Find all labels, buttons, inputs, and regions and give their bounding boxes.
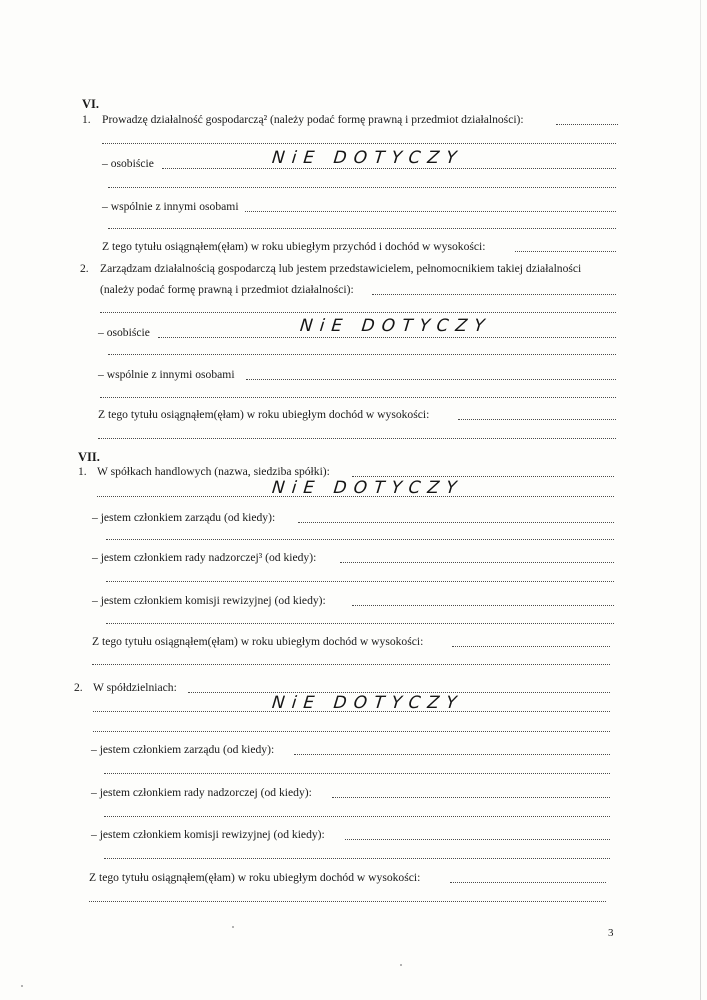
- sec7-item1-audit-line-2[interactable]: [106, 623, 614, 624]
- section-vii-heading: VII.: [78, 450, 100, 464]
- sec6-item2-answer-line-2[interactable]: [100, 312, 616, 313]
- sec6-item1-answer-field[interactable]: [556, 124, 618, 125]
- sec6-item2-joint-line-2[interactable]: [100, 397, 616, 398]
- sec6-item1-joint-line-2[interactable]: [108, 228, 616, 229]
- sec6-item1-joint-label: – wspólnie z innymi osobami: [102, 200, 239, 213]
- sec6-item1-income-label: Z tego tytułu osiągnąłem(ęłam) w roku ubiegłym przychód i dochód w wysokości:: [102, 240, 486, 253]
- sec6-item2-answer-field[interactable]: [372, 294, 616, 295]
- sec7-item1-board-label: – jestem członkiem zarządu (od kiedy):: [92, 511, 276, 524]
- sec6-item2-number: 2.: [80, 262, 89, 275]
- page-edge-shadow: [700, 0, 701, 1000]
- sec7-item2-income-field[interactable]: [450, 882, 606, 883]
- sec7-item1-supervisory-label: – jestem członkiem rady nadzorczej³ (od kiedy):: [92, 551, 317, 564]
- sec7-item1-company-field[interactable]: [352, 476, 614, 477]
- sec7-item2-audit-line-2[interactable]: [104, 858, 610, 859]
- sec7-item2-income-label: Z tego tytułu osiągnąłem(ęłam) w roku ubiegłym dochód w wysokości:: [89, 871, 421, 884]
- handwritten-not-applicable-2: NiE DOTYCZY: [298, 316, 493, 336]
- section-vi-heading: VI.: [82, 97, 100, 111]
- sec6-item1-income-field[interactable]: [515, 251, 616, 252]
- sec7-item2-audit-label: – jestem członkiem komisji rewizyjnej (od kiedy):: [91, 828, 325, 841]
- scan-speck: [21, 985, 23, 987]
- sec7-item2-number: 2.: [74, 681, 83, 694]
- sec6-item2-joint-label: – wspólnie z innymi osobami: [98, 368, 235, 381]
- sec7-item1-income-field[interactable]: [452, 646, 610, 647]
- sec6-item1-personal-label: – osobiście: [102, 157, 154, 170]
- sec6-item2-question: Zarządzam działalnością gospodarczą lub jestem przedstawicielem, pełnomocnikiem takiej działalności: [100, 262, 582, 275]
- sec6-item2-personal-label: – osobiście: [98, 326, 150, 339]
- sec7-item1-audit-label: – jestem członkiem komisji rewizyjnej (od kiedy):: [92, 594, 326, 607]
- sec6-item1-number: 1.: [82, 113, 91, 126]
- sec7-item2-board-label: – jestem członkiem zarządu (od kiedy):: [91, 743, 275, 756]
- sec6-item2-income-field[interactable]: [458, 419, 616, 420]
- sec6-item1-answer-line-2[interactable]: [102, 143, 616, 144]
- sec6-item2-income-line-2[interactable]: [98, 438, 616, 439]
- sec6-item1-personal-field[interactable]: [162, 168, 616, 169]
- sec7-item2-supervisory-label: – jestem członkiem rady nadzorczej (od kiedy):: [91, 786, 312, 799]
- page-number: 3: [608, 927, 614, 939]
- sec7-item1-supervisory-line-2[interactable]: [106, 581, 614, 582]
- sec6-item1-personal-line-2[interactable]: [108, 187, 616, 188]
- sec7-item2-audit-field[interactable]: [345, 839, 610, 840]
- sec7-item2-coop-line-3[interactable]: [93, 731, 610, 732]
- handwritten-not-applicable-3: NiE DOTYCZY: [270, 478, 465, 498]
- sec7-item2-income-line-2[interactable]: [89, 901, 606, 902]
- sec7-item2-supervisory-line-2[interactable]: [104, 816, 610, 817]
- sec7-item1-number: 1.: [78, 465, 87, 478]
- handwritten-not-applicable-1: NiE DOTYCZY: [270, 148, 465, 168]
- sec7-item2-supervisory-field[interactable]: [332, 797, 610, 798]
- sec6-item2-joint-field[interactable]: [246, 379, 616, 380]
- sec7-item2-board-field[interactable]: [294, 754, 610, 755]
- sec7-item1-income-line-2[interactable]: [92, 664, 610, 665]
- sec7-item1-board-line-2[interactable]: [106, 539, 614, 540]
- handwritten-not-applicable-4: NiE DOTYCZY: [270, 693, 465, 713]
- sec6-item1-joint-field[interactable]: [245, 211, 616, 212]
- sec6-item1-question: Prowadzę działalność gospodarczą² (należy podać formę prawną i przedmiot działalności):: [102, 113, 524, 126]
- sec7-item1-audit-field[interactable]: [352, 605, 614, 606]
- sec7-item1-question: W spółkach handlowych (nazwa, siedziba spółki):: [97, 465, 330, 478]
- sec6-item2-question-cont: (należy podać formę prawną i przedmiot działalności):: [100, 283, 354, 296]
- sec7-item2-question: W spółdzielniach:: [93, 681, 177, 694]
- sec6-item2-personal-line-2[interactable]: [108, 354, 616, 355]
- sec7-item1-board-field[interactable]: [298, 522, 614, 523]
- sec7-item1-supervisory-field[interactable]: [340, 562, 614, 563]
- sec6-item2-income-label: Z tego tytułu osiągnąłem(ęłam) w roku ubiegłym dochód w wysokości:: [98, 408, 430, 421]
- sec7-item1-income-label: Z tego tytułu osiągnąłem(ęłam) w roku ubiegłym dochód w wysokości:: [92, 635, 424, 648]
- scan-speck: [400, 964, 402, 966]
- sec7-item2-board-line-2[interactable]: [104, 773, 610, 774]
- scan-speck: [232, 926, 234, 928]
- sec6-item2-personal-field[interactable]: [158, 337, 616, 338]
